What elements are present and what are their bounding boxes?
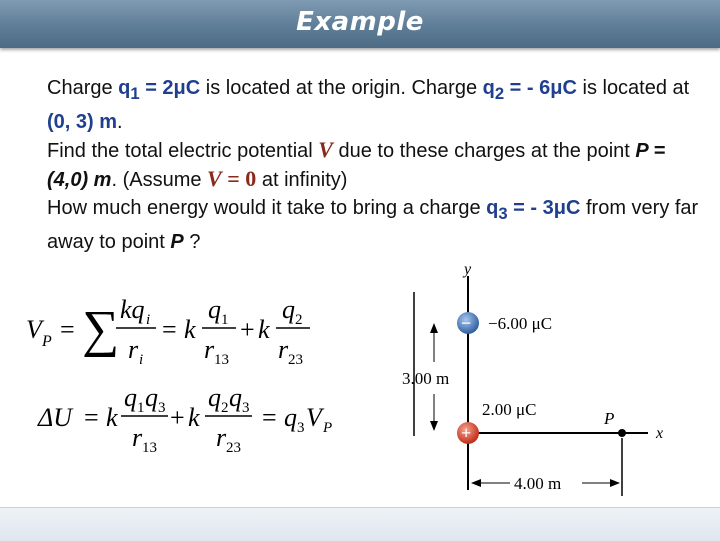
eq1-frac2-num: q: [208, 295, 221, 324]
eq1-lhs-sub: P: [42, 333, 52, 350]
slide-header: [0, 0, 720, 48]
eq2-frac1-num-sub-b: 3: [158, 400, 166, 416]
eq1-frac1-num: kq: [120, 295, 145, 324]
potential-symbol: V: [318, 137, 333, 162]
zero-equals: = 0: [221, 166, 257, 191]
eq2-frac2-num-sub-b: 3: [242, 400, 250, 416]
text-segment: . (Assume: [111, 169, 208, 191]
eq2-frac1-num-b: q: [145, 383, 158, 412]
problem-text: [47, 74, 707, 256]
eq1-frac1-den-sub: i: [139, 352, 144, 368]
potential-equation: [26, 295, 310, 368]
eq2-k-2: k: [188, 403, 200, 432]
text-segment: is located at: [576, 77, 690, 99]
eq1-plus: +: [240, 315, 255, 344]
x-axis-label: x: [656, 425, 664, 442]
eq1-frac3-den-sub: 23: [288, 352, 303, 368]
point-p-label: P: [604, 409, 615, 428]
text-segment: is located at the origin. Charge: [200, 77, 483, 99]
eq1-k: k: [184, 315, 196, 344]
eq1-frac3-num-sub: 2: [295, 312, 303, 328]
eq2-k: k: [106, 403, 118, 432]
eq2-frac1-num: q: [124, 383, 137, 412]
paragraph-charges: [47, 74, 707, 136]
eq2-rhs-v: V: [306, 403, 322, 432]
equations: [0, 280, 360, 470]
eq2-equals-2: =: [262, 403, 277, 432]
eq1-frac1-den: r: [128, 335, 139, 364]
eq2-frac1-den-sub: 13: [142, 440, 157, 456]
eq2-rhs-q-sub: 3: [297, 420, 305, 436]
eq1-frac1-num-sub: i: [146, 312, 151, 328]
eq1-frac3-den: r: [278, 335, 289, 364]
eq1-frac2-den-sub: 13: [214, 352, 229, 368]
negative-charge-sign: −: [461, 313, 472, 333]
q2-label: $q_2$ = - 6μC: [482, 77, 577, 103]
paragraph-potential: [47, 136, 707, 194]
eq1-frac2-den: r: [204, 335, 215, 364]
y-axis-label: y: [464, 261, 472, 278]
q1-label: $q_1 = 2\mu C$: [118, 77, 201, 103]
horizontal-distance-label: 4.00 m: [514, 474, 562, 493]
eq2-lhs: ΔU: [38, 403, 73, 432]
slide-footer: [0, 507, 720, 541]
eq1-sigma: ∑: [82, 301, 120, 358]
vertical-distance-label: 3.00 m: [402, 369, 450, 388]
potential-symbol-2: V: [207, 166, 222, 191]
eq2-rhs-v-sub: P: [323, 420, 333, 436]
positive-charge-label: 2.00 μC: [482, 400, 537, 419]
q3-label: $q_3$ = - 3μC: [486, 197, 581, 223]
eq1-lhs: V: [26, 315, 42, 344]
text-segment: ?: [183, 231, 201, 253]
energy-equation: [37, 383, 332, 456]
q2-coords: (0, 3) m: [47, 111, 118, 133]
eq2-frac1-den: r: [132, 423, 143, 452]
text-segment: Charge: [47, 77, 119, 99]
eq2-plus: +: [170, 403, 185, 432]
eq2-frac1-num-sub-a: 1: [137, 400, 145, 416]
positive-charge-sign: +: [461, 423, 472, 443]
eq1-frac2-num-sub: 1: [221, 312, 229, 328]
text-segment: at infinity): [256, 169, 348, 191]
point-p-dot: [618, 429, 626, 437]
point-p-label: P: [170, 231, 184, 253]
eq2-frac2-num: q: [208, 383, 221, 412]
text-segment: .: [117, 111, 123, 133]
text-segment: Find the total electric potential: [47, 140, 319, 162]
eq2-frac2-num-sub-a: 2: [221, 400, 229, 416]
text-segment: How much energy would it take to bring a charge: [47, 197, 487, 219]
eq2-equals: =: [84, 403, 99, 432]
text-segment: due to these charges at the point: [332, 140, 636, 162]
eq2-frac2-den: r: [216, 423, 227, 452]
charge-diagram: [390, 258, 720, 503]
eq2-frac2-num-b: q: [229, 383, 242, 412]
point-p-coords: P = (4,0) m: [47, 140, 666, 191]
eq2-frac2-den-sub: 23: [226, 440, 241, 456]
eq1-equals: =: [60, 315, 75, 344]
eq1-equals-2: =: [162, 315, 177, 344]
eq1-frac3-num: q: [282, 295, 295, 324]
paragraph-energy: [47, 194, 707, 256]
text-segment: from very far away to point: [47, 197, 699, 253]
negative-charge-label: −6.00 μC: [488, 314, 553, 333]
slide-title: Example: [296, 7, 424, 37]
eq1-k-2: k: [258, 315, 270, 344]
eq2-rhs-q: q: [284, 403, 297, 432]
